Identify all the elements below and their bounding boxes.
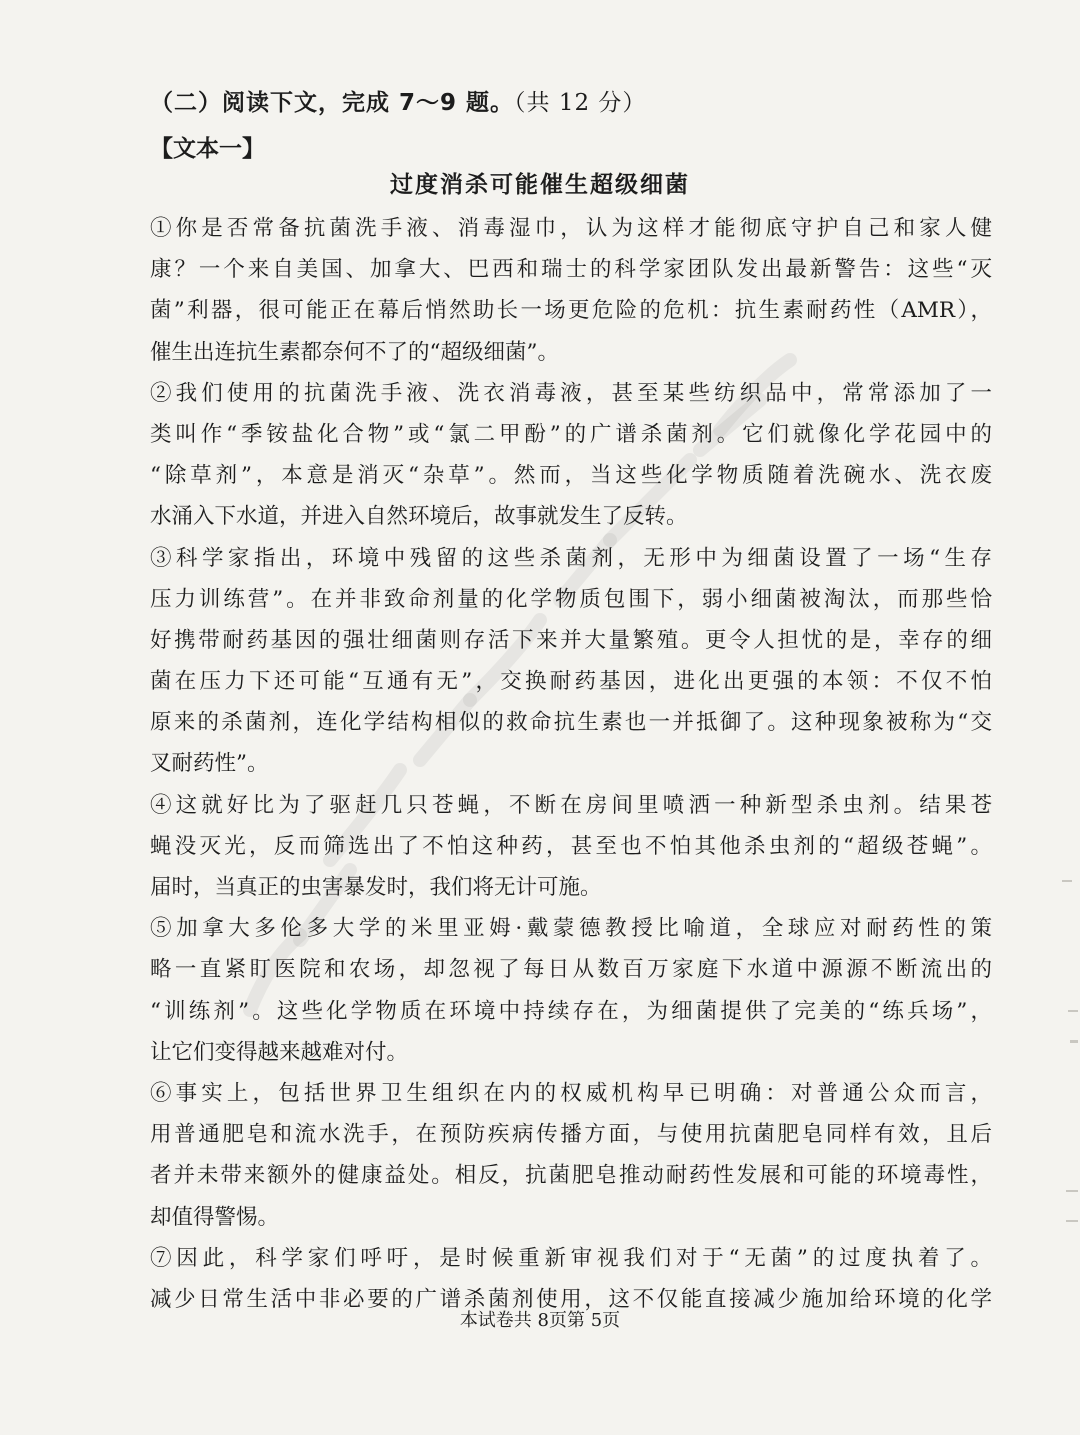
paragraph-4 [150,785,992,909]
paragraph-line: 菌在压力下还可能“互通有无”，交换耐药基因，进化出更强的本领：不仅不怕 [150,669,992,695]
paragraph-line: 减少日常生活中非必要的广谱杀菌剂使用，这不仅能直接减少施加给环境的化学 [150,1286,992,1312]
paragraph-line: “除草剂”，本意是消灭“杂草”。然而，当这些化学物质随着洗碗水、洗衣废 [150,463,992,489]
paragraph-line: ②我们使用的抗菌洗手液、洗衣消毒液，甚至某些纺织品中，常常添加了一 [150,380,992,406]
paragraph-line: 叉耐药性”。 [150,751,269,777]
paragraph-line: 类叫作“季铵盐化合物”或“氯二甲酚”的广谱杀菌剂。它们就像化学花园中的 [150,421,992,447]
paragraph-3 [150,538,992,785]
paragraph-line: 好携带耐药基因的强壮细菌则存活下来并大量繁殖。更令人担忧的是，幸存的细 [150,627,992,653]
paragraph-line: 略一直紧盯医院和农场，却忽视了每日从数百万家庭下水道中源源不断流出的 [150,957,992,983]
paragraph-line: 者并未带来额外的健康益处。相反，抗菌肥皂推动耐药性发展和可能的环境毒性， [150,1163,992,1189]
article-title: 过度消杀可能催生超级细菌 [390,172,690,198]
section-score: （共 12 分） [514,90,647,116]
paragraph-line: 压力训练营”。在并非致命剂量的化学物质包围下，弱小细菌被淘汰，而那些恰 [150,586,992,612]
paragraph-line: ④这就好比为了驱赶几只苍蝇，不断在房间里喷洒一种新型杀虫剂。结果苍 [150,792,992,818]
paragraph-line: 水涌入下水道，并进入自然环境后，故事就发生了反转。 [150,504,688,530]
paragraph-line: 催生出连抗生素都奈何不了的“超级细菌”。 [150,339,559,365]
page-footer: 本试卷共 8页第 5页 [459,1310,621,1331]
paragraph-line: “训练剂”。这些化学物质在环境中持续存在，为细菌提供了完美的“练兵场”， [150,998,992,1024]
paragraph-line: ⑥事实上，包括世界卫生组织在内的权威机构早已明确：对普通公众而言， [150,1080,992,1106]
section-heading [150,84,646,117]
paragraph-line: 用普通肥皂和流水洗手，在预防疾病传播方面，与使用抗菌肥皂同样有效，且后 [150,1122,992,1148]
paragraph-line: ⑤加拿大多伦多大学的米里亚姆·戴蒙德教授比喻道，全球应对耐药性的策 [150,916,992,942]
text-label: 【文本一】 [150,136,265,162]
paragraph-line: 康？一个来自美国、加拿大、巴西和瑞士的科学家团队发出最新警告：这些“灭 [150,257,992,283]
paragraph-line: 菌”利器，很可能正在幕后悄然助长一场更危险的危机：抗生素耐药性（AMR）， [150,298,992,324]
paragraph-line: 却值得警惕。 [150,1204,280,1230]
paragraph-5 [150,908,992,1073]
paragraph-2 [150,373,992,538]
paragraph-line: ③科学家指出，环境中残留的这些杀菌剂，无形中为细菌设置了一场“生存 [150,545,992,571]
paragraph-line: 原来的杀菌剂，连化学结构相似的救命抗生素也一并抵御了。这种现象被称为“交 [150,710,992,736]
article-body [150,208,992,1320]
paragraph-line: ⑦因此，科学家们呼吁，是时候重新审视我们对于“无菌”的过度执着了。 [150,1245,992,1271]
section-heading-text: （二）阅读下文，完成 7～9 题。 [150,90,515,116]
paragraph-line: ①你是否常备抗菌洗手液、消毒湿巾，认为这样才能彻底守护自己和家人健 [150,216,992,241]
paragraph-line: 蝇没灭光，反而筛选出了不怕这种药，甚至也不怕其他杀虫剂的“超级苍蝇”。 [150,833,992,859]
paragraph-line: 让它们变得越来越难对付。 [150,1039,409,1065]
paragraph-1 [150,208,992,373]
paragraph-6 [150,1073,992,1238]
paragraph-line: 届时，当真正的虫害暴发时，我们将无计可施。 [150,875,602,900]
